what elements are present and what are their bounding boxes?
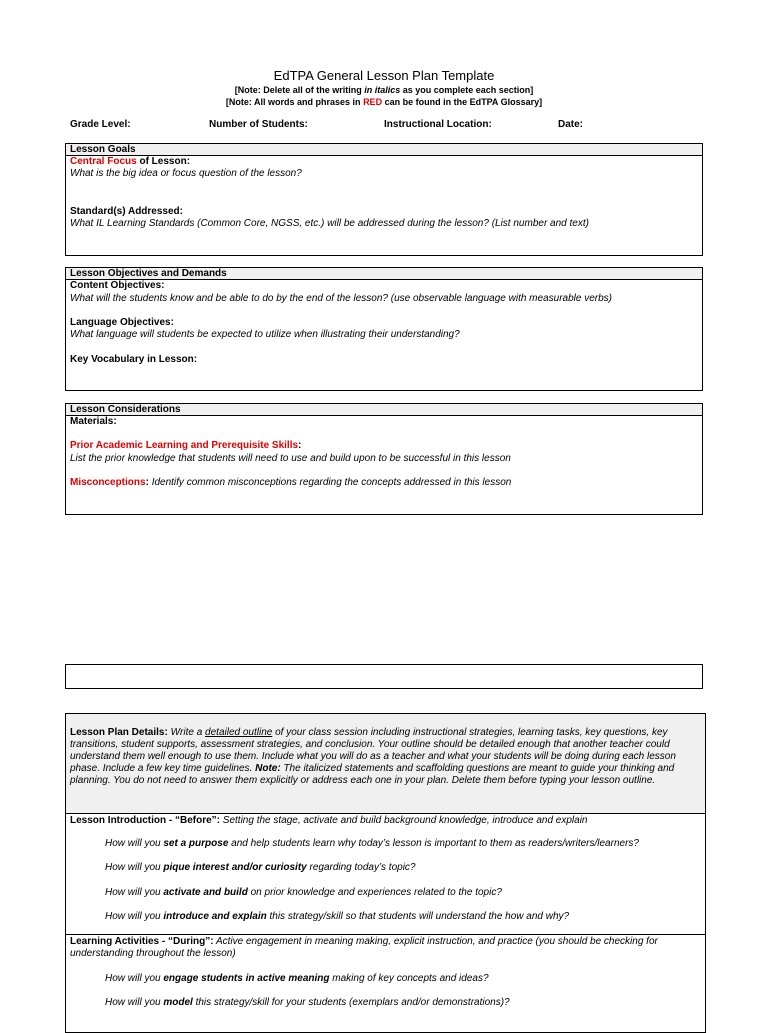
central-focus-red: Central Focus bbox=[70, 156, 137, 167]
q1-post: and help students learn why today’s lesson is important to them as readers/writers/learners? bbox=[228, 838, 639, 849]
question-pique-interest bbox=[105, 862, 416, 873]
details-text-1: Write a bbox=[167, 727, 206, 738]
misconceptions-red: Misconceptions bbox=[70, 477, 146, 488]
lesson-considerations-box bbox=[65, 403, 703, 515]
prior-learning-question: List the prior knowledge that students will need to use and build upon to be successful in this lesson bbox=[70, 453, 511, 464]
details-text-2: of your class session including instructional strategies, learning tasks, key questions, key transitions, student supports, assessment strategies, and conclusion. Your outline should be detailed enough that another teacher could understand them well enough to use them. Include what you will do as a teacher and what your students will be doing during each lesson phase. Include a few key time guidelines. bbox=[70, 727, 676, 774]
note1-italic: in italics bbox=[364, 85, 401, 95]
instructional-location-label: Instructional Location: bbox=[384, 119, 492, 130]
document-title: EdTPA General Lesson Plan Template bbox=[273, 68, 495, 83]
standards-question: What IL Learning Standards (Common Core, NGSS, etc.) will be addressed during the lesson? (List number and text) bbox=[70, 218, 589, 229]
note-red bbox=[0, 97, 768, 107]
before-text: Setting the stage, activate and build background knowledge, introduce and explain bbox=[220, 815, 588, 826]
central-focus-rest: of Lesson: bbox=[136, 156, 191, 167]
lesson-goals-heading: Lesson Goals bbox=[66, 144, 702, 156]
during-label: Learning Activities - “During”: bbox=[70, 936, 214, 947]
lesson-goals-box bbox=[65, 143, 703, 256]
note1-pre: [Note: Delete all of the writing bbox=[234, 85, 365, 95]
q5-pre: How will you bbox=[105, 973, 164, 984]
question-model-strategy bbox=[105, 997, 510, 1008]
note2-pre: [Note: All words and phrases in bbox=[225, 97, 364, 107]
question-engage-students bbox=[105, 973, 489, 984]
content-objectives-question: What will the students know and be able to do by the end of the lesson? (use observable language with measurable verbs) bbox=[70, 293, 612, 304]
q6-bold: model bbox=[163, 997, 193, 1008]
lesson-objectives-heading: Lesson Objectives and Demands bbox=[66, 268, 702, 280]
date-label: Date: bbox=[558, 119, 584, 130]
q5-post: making of key concepts and ideas? bbox=[329, 973, 489, 984]
empty-box bbox=[65, 664, 703, 689]
language-objectives-question: What language will students be expected to utilize when illustrating their understanding? bbox=[70, 329, 460, 340]
q4-pre: How will you bbox=[105, 911, 164, 922]
q3-bold: activate and build bbox=[163, 887, 248, 898]
q3-pre: How will you bbox=[105, 887, 164, 898]
note2-post: can be found in the EdTPA Glossary] bbox=[382, 97, 543, 107]
q1-bold: set a purpose bbox=[163, 838, 229, 849]
key-vocabulary-label: Key Vocabulary in Lesson: bbox=[70, 354, 198, 365]
language-objectives-label: Language Objectives: bbox=[70, 317, 174, 328]
prior-learning-colon: : bbox=[298, 440, 302, 451]
question-activate-build bbox=[105, 887, 502, 898]
q6-pre: How will you bbox=[105, 997, 164, 1008]
central-focus-label bbox=[70, 156, 190, 167]
details-underlined: detailed outline bbox=[205, 727, 273, 738]
lesson-introduction-line bbox=[70, 815, 700, 827]
misconceptions-question: Identify common misconceptions regarding the concepts addressed in this lesson bbox=[151, 477, 512, 488]
before-label: Lesson Introduction - “Before”: bbox=[70, 815, 220, 826]
section-divider bbox=[66, 934, 705, 935]
misconceptions-line bbox=[70, 477, 511, 488]
q1-pre: How will you bbox=[105, 838, 164, 849]
details-label: Lesson Plan Details: bbox=[70, 727, 168, 738]
q2-pre: How will you bbox=[105, 862, 164, 873]
materials-label: Materials: bbox=[70, 416, 117, 427]
q6-post: this strategy/skill for your students (exemplars and/or demonstrations)? bbox=[192, 997, 510, 1008]
central-focus-question: What is the big idea or focus question of the lesson? bbox=[70, 168, 302, 179]
lesson-plan-details-intro bbox=[66, 714, 705, 814]
lesson-objectives-box bbox=[65, 267, 703, 391]
question-introduce-explain bbox=[105, 911, 569, 922]
during-text: Active engagement in meaning making, explicit instruction, and practice (you should be checking for understanding throughout the lesson) bbox=[70, 936, 658, 959]
prior-learning-label bbox=[70, 440, 301, 451]
learning-activities-line bbox=[70, 936, 700, 960]
lesson-plan-details-text bbox=[70, 727, 700, 787]
note1-post: as you complete each section] bbox=[400, 85, 534, 95]
misconceptions-colon: : bbox=[145, 477, 152, 488]
q5-bold: engage students in active meaning bbox=[163, 973, 330, 984]
number-of-students-label: Number of Students: bbox=[209, 119, 308, 130]
details-note-bold: Note: bbox=[255, 763, 281, 774]
note-italics bbox=[0, 85, 768, 95]
question-set-purpose bbox=[105, 838, 639, 849]
note2-red: RED bbox=[363, 97, 383, 107]
grade-level-label: Grade Level: bbox=[70, 119, 131, 130]
q4-post: this strategy/skill so that students will understand the how and why? bbox=[266, 911, 570, 922]
content-objectives-label: Content Objectives: bbox=[70, 280, 165, 291]
lesson-considerations-heading: Lesson Considerations bbox=[66, 404, 702, 416]
q2-bold: pique interest and/or curiosity bbox=[163, 862, 307, 873]
lesson-plan-details-box bbox=[65, 713, 706, 1033]
q4-bold: introduce and explain bbox=[163, 911, 267, 922]
q3-post: on prior knowledge and experiences related to the topic? bbox=[247, 887, 502, 898]
standards-label: Standard(s) Addressed: bbox=[70, 206, 183, 217]
q2-post: regarding today’s topic? bbox=[306, 862, 416, 873]
prior-learning-red: Prior Academic Learning and Prerequisite Skills bbox=[70, 440, 299, 451]
details-text-3: The italicized statements and scaffolding questions are meant to guide your thinking and planning. You do not need to answer them explicitly or address each one in your plan. Delete them before typing your lesson outline. bbox=[70, 763, 675, 786]
